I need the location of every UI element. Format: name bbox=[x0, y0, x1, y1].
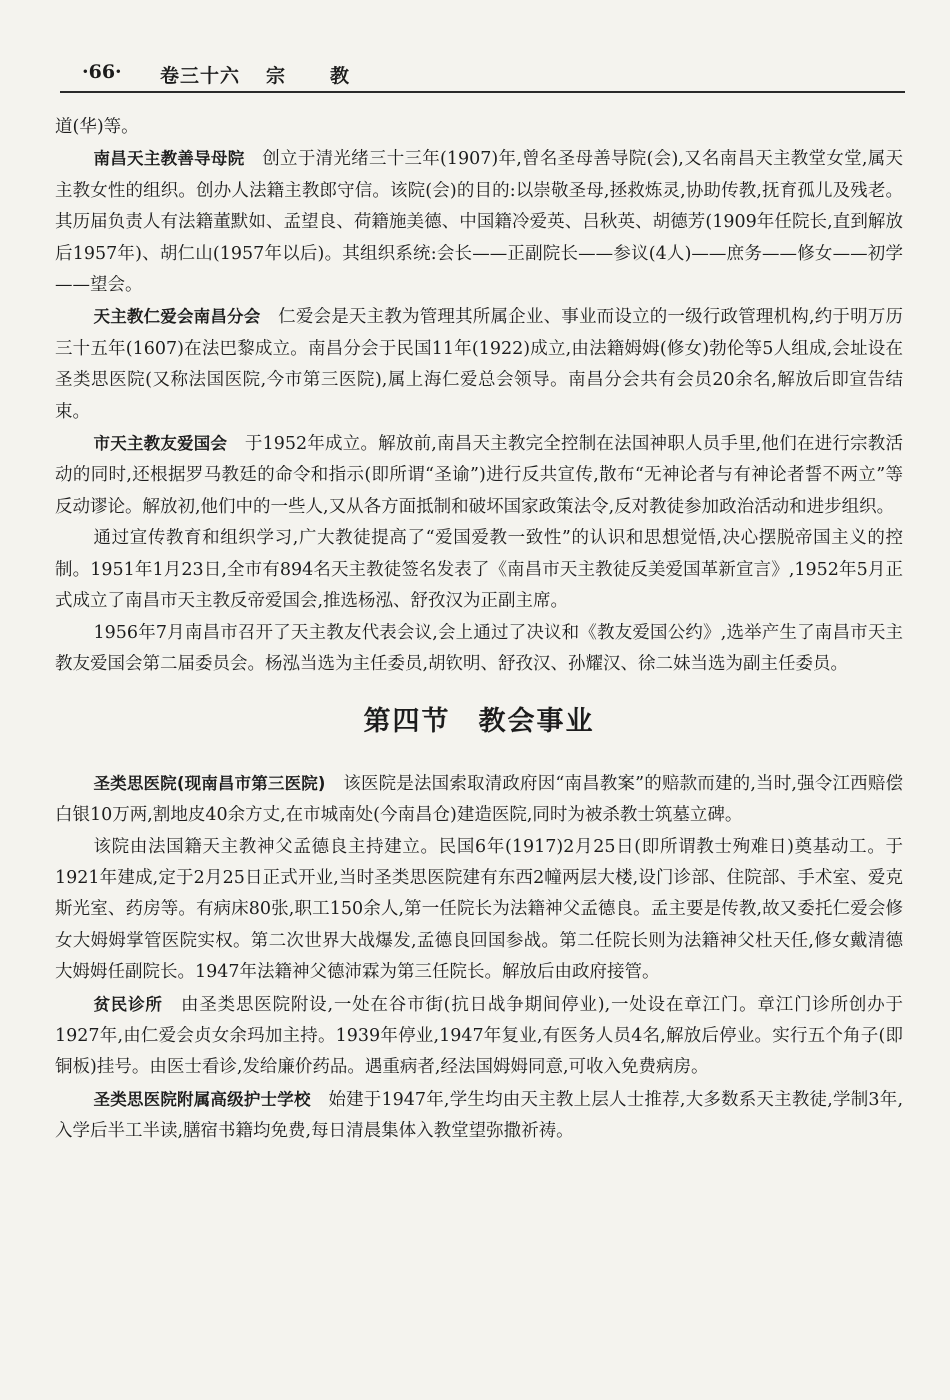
entry-term: 市天主教友爱国会 bbox=[93, 434, 228, 454]
paragraph bbox=[55, 428, 903, 523]
page-body bbox=[55, 112, 903, 1148]
page-header bbox=[60, 55, 905, 93]
paragraph-text: 始建于1947年,学生均由天主教上层人士推荐,大多数系天主教徒,学制3年,入学后半工半读,膳宿书籍均免费,每日清晨集体入教堂望弥撒祈祷。 bbox=[55, 1089, 904, 1142]
paragraph-continued bbox=[55, 112, 903, 143]
paragraph-text: 1956年7月南昌市召开了天主教友代表会议,会上通过了决议和《教友爱国公约》,选举产生了南昌市天主教友爱国会第二届委员会。杨泓当选为主任委员,胡钦明、舒孜汉、孙耀汉、徐二妹当选为副主任委员。 bbox=[55, 622, 903, 674]
section-title: 教会事业 bbox=[478, 706, 595, 738]
entry-term: 贫民诊所 bbox=[93, 994, 163, 1014]
section-label-a: 宗 bbox=[266, 65, 286, 87]
entry-term: 圣类思医院(现南昌市第三医院) bbox=[93, 773, 326, 793]
paragraph-text: 创立于清光绪三十三年(1907)年,曾名圣母善导院(会),又名南昌天主教堂女堂,属天主教女性的组织。创办人法籍主教郎守信。该院(会)的目的:以崇敬圣母,拯救炼灵,协助传教,抚育孤儿及残老。其历届负责人有法籍董默如、孟望良、荷籍施美德、中国籍冷爱英、吕秋英、胡德芳(1909年任院长,直到解放后1957年)、胡仁山(1957年以后)。其组织系统:会长——正副院长——参议(4人)——庶务——修女——初学——望会。 bbox=[55, 149, 903, 296]
paragraph-text: 于1952年成立。解放前,南昌天主教完全控制在法国神职人员手里,他们在进行宗教活动的同时,还根据罗马教廷的命令和指示(即所谓“圣谕”)进行反共宣传,散布“无神论者与有神论者誓不两立”等反动谬论。解放初,他们中的一些人,又从各方面抵制和破坏国家政策法令,反对教徒参加政治活动和进步组织。 bbox=[55, 434, 904, 517]
section-heading bbox=[55, 706, 903, 737]
paragraph bbox=[55, 989, 903, 1084]
paragraph-text: 仁爱会是天主教为管理其所属企业、事业而设立的一级行政管理机构,约于明万历三十五年(1607)在法巴黎成立。南昌分会于民国11年(1922)成立,由法籍姆姆(修女)勃伦等5人组成,会址设在圣类思医院(又称法国医院,今市第三医院),属上海仁爱总会领导。南昌分会共有会员20余名,解放后即宣告结束。 bbox=[55, 307, 904, 422]
page-number: ·66· bbox=[82, 61, 122, 83]
paragraph-text: 通过宣传教育和组织学习,广大教徒提高了“爱国爱教一致性”的认识和思想觉悟,决心摆脱帝国主义的控制。1951年1月23日,全市有894名天主教徒签名发表了《南昌市天主教徒反美爱国革新宣言》,1952年5月正式成立了南昌市天主教反帝爱国会,推选杨泓、舒孜汉为正副主席。 bbox=[55, 528, 903, 612]
paragraph-text: 该院由法国籍天主教神父孟德良主持建立。民国6年(1917)2月25日(即所谓教士殉难日)奠基动工。于1921年建成,定于2月25日正式开业,当时圣类思医院建有东西2幢两层大楼,设门诊部、住院部、手术室、爱克斯光室、药房等。有病床80张,职工150余人,第一任院长为法籍神父孟德良。孟主要是传教,故又委托仁爱会修女大姆姆掌管医院实权。第二次世界大战爆发,孟德良回国参战。第二任院长则为法籍神父杜天任,修女戴清德大姆姆任副院长。1947年法籍神父德沛霖为第三任院长。解放后由政府接管。 bbox=[55, 836, 903, 983]
entry-term: 南昌天主教善导母院 bbox=[93, 149, 245, 169]
paragraph bbox=[55, 301, 903, 428]
paragraph bbox=[55, 768, 903, 832]
entry-term: 天主教仁爱会南昌分会 bbox=[93, 307, 261, 327]
paragraph-text: 由圣类思医院附设,一处在谷市街(抗日战争期间停业),一处设在章江门。章江门诊所创办于1927年,由仁爱会贞女余玛加主持。1939年停业,1947年复业,有医务人员4名,解放后停业。实行五个角子(即铜板)挂号。由医士看诊,发给廉价药品。遇重病者,经法国姆姆同意,可收入免费病房。 bbox=[55, 994, 904, 1078]
volume-label: 卷三十六 bbox=[160, 65, 241, 87]
section-number: 第四节 bbox=[363, 706, 451, 738]
entry-term: 圣类思医院附属高级护士学校 bbox=[93, 1089, 311, 1109]
paragraph-text: 道(华)等。 bbox=[55, 117, 139, 137]
paragraph bbox=[55, 1084, 903, 1148]
paragraph bbox=[55, 523, 903, 617]
paragraph bbox=[55, 618, 903, 681]
paragraph bbox=[55, 832, 903, 989]
section-label-b: 教 bbox=[330, 65, 350, 87]
paragraph-text: 该医院是法国索取清政府因“南昌教案”的赔款而建的,当时,强令江西赔偿白银10万两,割地皮40余方丈,在市城南处(今南昌仓)建造医院,同时为被杀教士筑墓立碑。 bbox=[55, 773, 903, 826]
paragraph bbox=[55, 143, 903, 301]
